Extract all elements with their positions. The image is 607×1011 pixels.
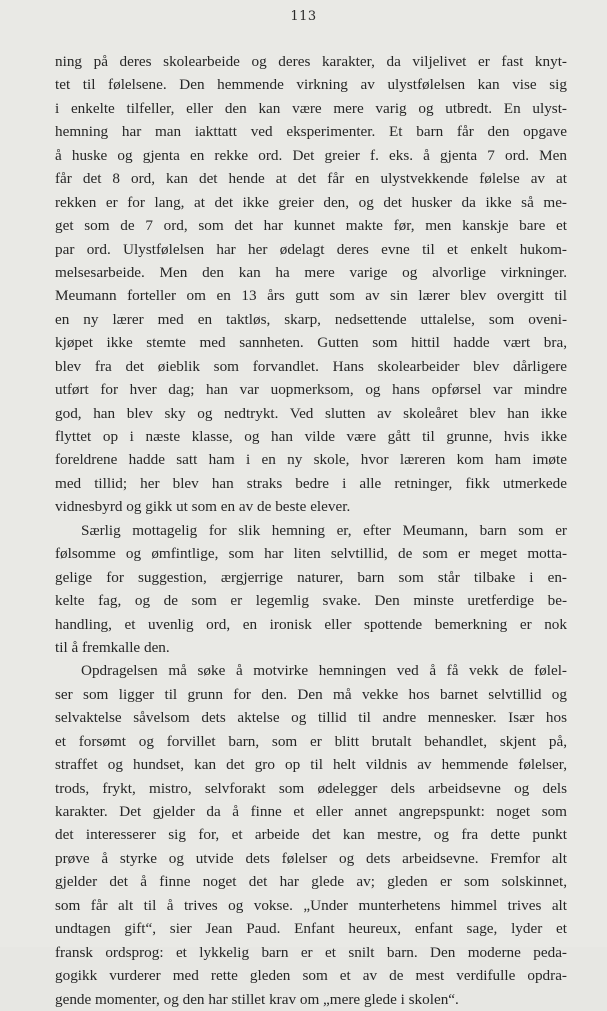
text-line: med tillid; her blev han straks bedre i alle retninger, fikk utmerkede xyxy=(55,474,567,492)
text-line: hemning har man iakttatt ved eksperimenter. Et barn får den opgave xyxy=(55,123,567,141)
text-line: Opdragelsen må søke å motvirke hemningen ved å få vekk de følel- xyxy=(81,662,567,680)
text-line: tet til følelsene. Den hemmende virkning av ulystfølelsen kan vise sig xyxy=(55,76,567,94)
text-line: par ord. Ulystfølelsen har her ødelagt deres evne til et enkelt hukom- xyxy=(55,240,567,258)
paragraph xyxy=(55,519,567,660)
text-line: kjøpet ikke stemte med sannheten. Gutten som hittil hadde vært bra, xyxy=(55,334,567,352)
text-line: får det 8 ord, kan det hende at det får en ulystvekkende følelse av at xyxy=(55,170,567,188)
text-line: i enkelte tilfeller, eller den kan være mere varig og utbredt. En ulyst- xyxy=(55,99,567,117)
text-line: gelige for suggestion, ærgjerrige naturer, barn som står tilbake i en- xyxy=(55,568,567,586)
text-line: melsesarbeide. Men den kan ha mere varige og alvorlige virkninger. xyxy=(55,263,567,281)
text-line: kelte fag, og de som er legemlig svake. Den minste uretferdige be- xyxy=(55,592,567,610)
text-line: Særlig mottagelig for slik hemning er, efter Meumann, barn som er xyxy=(81,521,567,539)
text-line: fransk ordsprog: et lykkelig barn er et snilt barn. Den moderne peda- xyxy=(55,943,567,961)
text-line: flyttet op i næste klasse, og han vilde være gått til grunne, hvis ikke xyxy=(55,428,567,445)
text-line: å huske og gjenta en rekke ord. Det greier f. eks. å gjenta 7 ord. Men xyxy=(55,146,567,164)
text-line: handling, et uvenlig ord, en ironisk eller spottende bemerkning er nok xyxy=(55,615,567,633)
text-line: blev fra det øieblik som forvandlet. Hans skolearbeider blev dårligere xyxy=(55,357,567,375)
text-line: straffet og hundset, kan det gro op til helt vildnis av hemmende følelser, xyxy=(55,756,567,774)
text-line: trods, frykt, mistro, selvforakt som ødelegger dels arbeidsevne og dels xyxy=(55,779,567,797)
text-line: selvaktelse såvelsom dets aktelse og tillid til andre mennesker. Især hos xyxy=(55,709,567,727)
text-line: karakter. Det gjelder da å finne et eller annet angrepspunkt: noget som xyxy=(55,803,567,820)
text-line: gende momenter, og den har stillet krav om „mere glede i skolen“. xyxy=(55,990,459,1008)
text-line: undtagen gift“, sier Jean Paud. Enfant heureux, enfant sage, lyder et xyxy=(55,920,567,938)
paragraph xyxy=(55,659,567,1011)
text-line: det interesserer sig for, et arbeide det kan mestre, og fra dette punkt xyxy=(55,826,567,844)
text-line: Meumann forteller om en 13 års gutt som av sin lærer blev overgitt til xyxy=(55,287,567,305)
page-number: 113 xyxy=(290,9,317,24)
text-line: rekken er for lang, at det ikke greier den, og det husker da ikke så me- xyxy=(55,193,567,211)
paragraph xyxy=(55,50,567,519)
text-line: vidnesbyrd og gikk ut som en av de beste elever. xyxy=(55,498,351,516)
text-line: gogikk vurderer med rette gleden som et av de mest verdifulle opdra- xyxy=(55,967,567,985)
text-line: gjelder det å finne noget det har glede av; gleden er som solskinnet, xyxy=(55,873,567,891)
text-line: utført for hver dag; han var uopmerksom, og hans opførsel var mindre xyxy=(55,381,567,399)
text-line: en ny lærer med en taktløs, skarp, nedsettende uttalelse, som oveni- xyxy=(55,310,567,328)
text-line: følsomme og ømfintlige, som har liten selvtillid, de som er meget motta- xyxy=(55,545,567,563)
body-text xyxy=(55,50,567,1011)
text-line: foreldrene hadde satt ham i en ny skole, hvor læreren kom ham imøte xyxy=(55,451,567,469)
text-line: prøve å styrke og utvide dets følelser og dets arbeidsevne. Fremfor alt xyxy=(55,849,567,867)
text-line: ser som ligger til grunn for den. Den må vekke hos barnet selvtillid og xyxy=(55,685,567,703)
text-line: til å fremkalle den. xyxy=(55,638,170,656)
text-line: ning på deres skolearbeide og deres karakter, da viljelivet er fast knyt- xyxy=(55,53,567,70)
text-line: som får alt til å trives og vokse. „Under munterhetens himmel trives alt xyxy=(55,896,567,914)
text-line: get som de 7 ord, som det har kunnet makte før, men kanskje bare et xyxy=(55,217,567,235)
text-line: god, han blev sky og nedtrykt. Ved slutten av skoleåret blev han ikke xyxy=(55,404,567,422)
text-line: et forsømt og forvillet barn, som er blitt brutalt behandlet, skjent på, xyxy=(55,732,567,750)
